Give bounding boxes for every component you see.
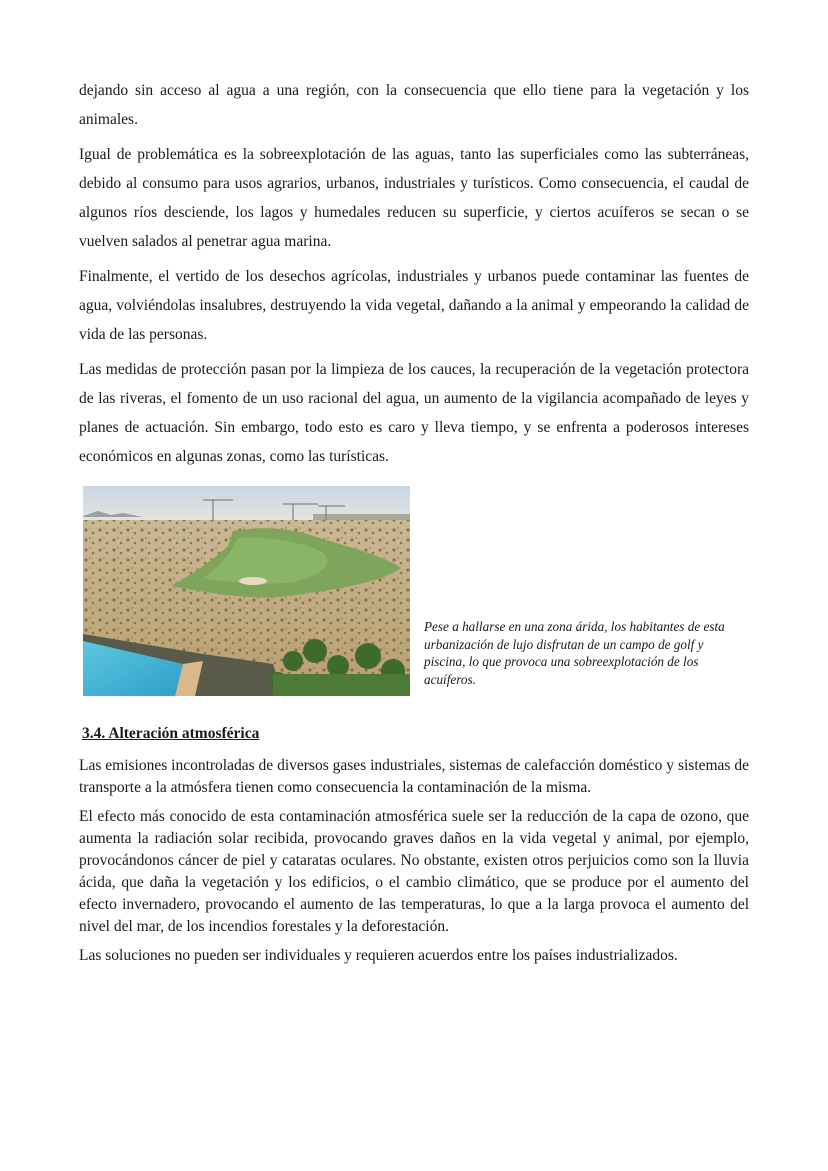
document-page <box>79 76 749 974</box>
section-heading: 3.4. Alteración atmosférica <box>82 725 260 742</box>
paragraph: Finalmente, el vertido de los desechos agrícolas, industriales y urbanos puede contaminar las fuentes de agua, volviéndolas insalubres, destruyendo la vida vegetal, dañando a la animal y empeorando la calidad de vida de las personas. <box>79 268 749 343</box>
figure-caption: Pese a hallarse en una zona árida, los habitantes de esta urbanización de lujo disfrutan de un campo de golf y piscina, lo que provoca una sobreexplotación de los acuíferos. <box>424 619 725 687</box>
paragraph: Las medidas de protección pasan por la limpieza de los cauces, la recuperación de la vegetación protectora de las riveras, el fomento de un uso racional del agua, un aumento de la vigilancia acompañado de leyes y planes de actuación. Sin embargo, todo esto es caro y lleva tiempo, y se enfrenta a poderosos intereses económicos en algunas zonas, como las turísticas. <box>79 361 749 465</box>
paragraph: dejando sin acceso al agua a una región, con la consecuencia que ello tiene para la vegetación y los animales. <box>79 82 749 128</box>
figure <box>83 486 749 696</box>
paragraph: Igual de problemática es la sobreexplotación de las aguas, tanto las superficiales como las subterráneas, debido al consumo para usos agrarios, urbanos, industriales y turísticos. Como consecuencia, el caudal de algunos ríos desciende, los lagos y humedales reducen su superficie, y ciertos acuíferos se secan o se vuelven salados al penetrar agua marina. <box>79 146 749 250</box>
paragraph: El efecto más conocido de esta contaminación atmosférica suele ser la reducción de la capa de ozono, que aumenta la radiación solar recibida, provocando graves daños en la vida vegetal y animal, por ejemplo, provocándonos cáncer de piel y cataratas oculares. No obstante, existen otros perjuicios como son la lluvia ácida, que daña la vegetación y los edificios, o el cambio climático, que se produce por el aumento del efecto invernadero, provocando el aumento de las temperaturas, lo que a la larga provoca el aumento del nivel del mar, de los incendios forestales y la deforestación. <box>79 808 749 935</box>
golf-course-photo <box>83 486 410 696</box>
paragraph: Las emisiones incontroladas de diversos gases industriales, sistemas de calefacción doméstico y sistemas de transporte a la atmósfera tienen como consecuencia la contaminación de la misma. <box>79 757 749 796</box>
paragraph: Las soluciones no pueden ser individuales y requieren acuerdos entre los países industrializados. <box>79 947 678 964</box>
